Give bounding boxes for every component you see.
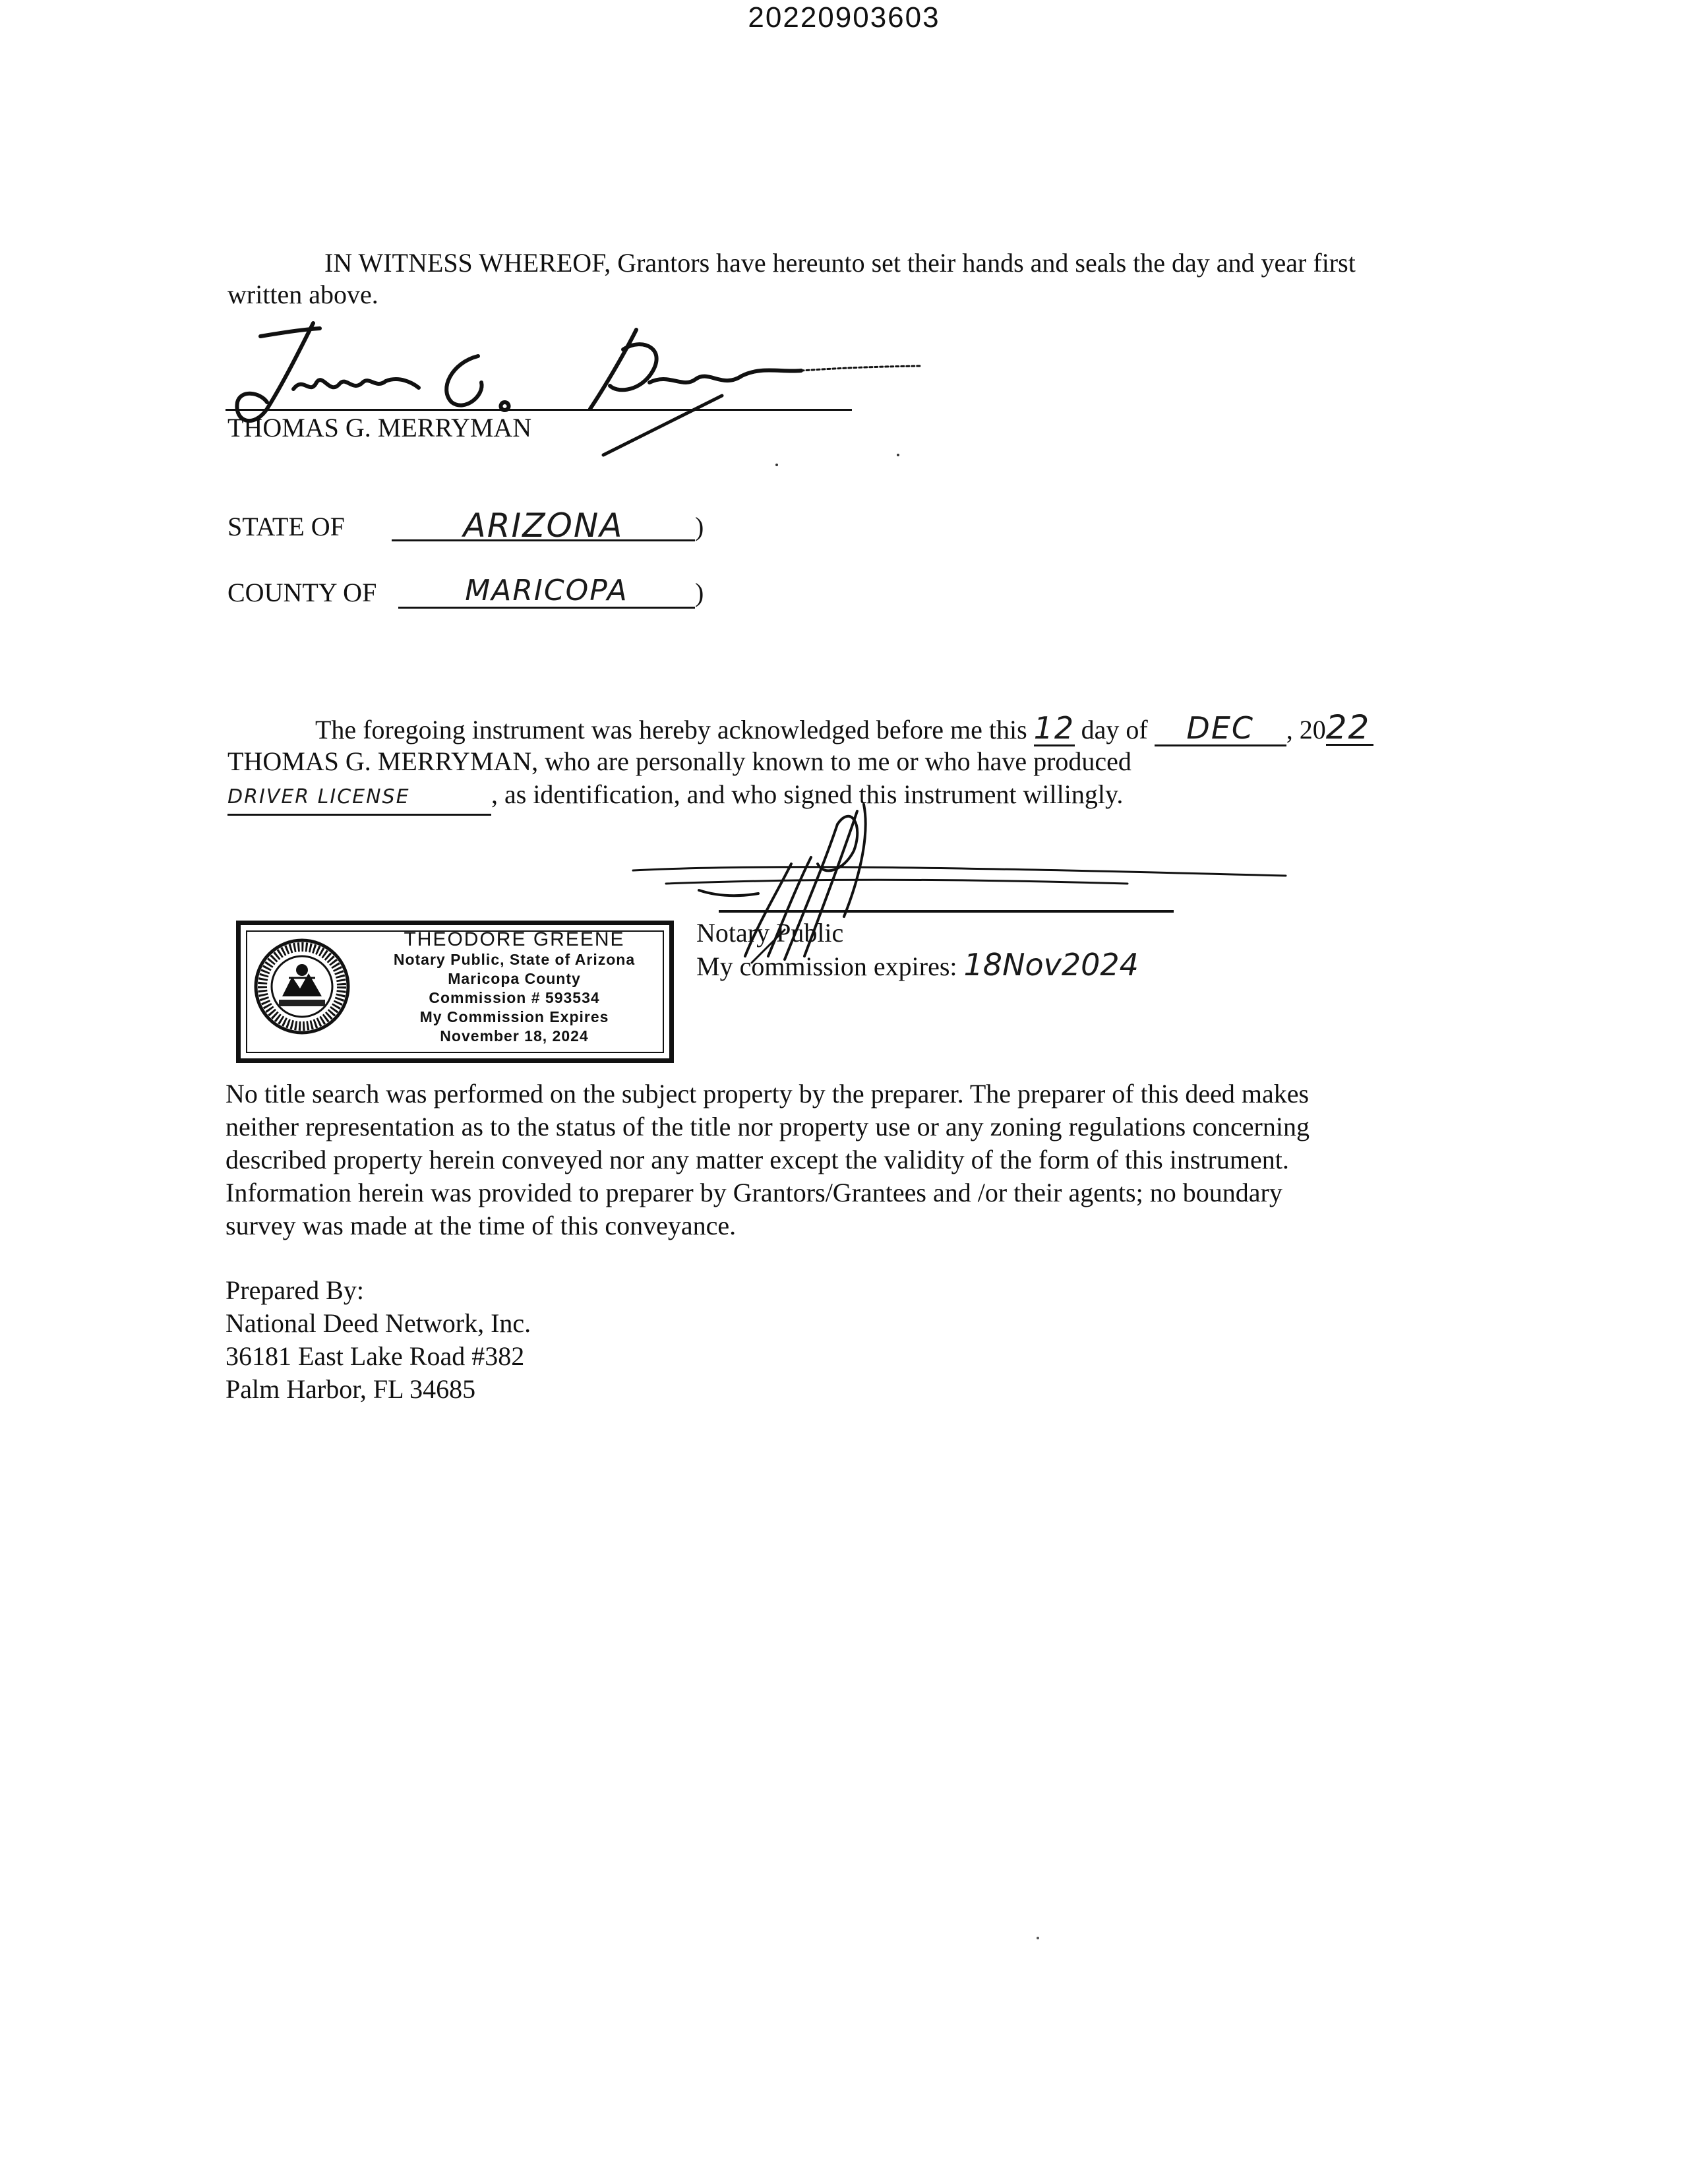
county-field: [398, 574, 695, 609]
notary-commission: [696, 948, 1139, 983]
prepared-by-address2: Palm Harbor, FL 34685: [226, 1374, 476, 1404]
scan-speck: [897, 454, 899, 456]
prepared-by-company: National Deed Network, Inc.: [226, 1308, 531, 1338]
stamp-expires-date: November 18, 2024: [440, 1027, 589, 1045]
disclaimer-line5: survey was made at the time of this conveyance.: [226, 1211, 737, 1240]
acknowledgment-line1: [315, 708, 1373, 746]
acknowledgment-text-b: day of: [1081, 715, 1148, 744]
grantor-name: THOMAS G. MERRYMAN: [227, 413, 532, 442]
state-field: [392, 506, 695, 545]
disclaimer-line2: neither representation as to the status of the title nor property use or any zoning regulations concerning: [226, 1112, 1310, 1141]
notary-stamp: [236, 921, 674, 1063]
witness-clause-line2: written above.: [227, 280, 378, 309]
acknowledgment-day: 12: [1033, 710, 1075, 746]
identification-value: DRIVER LICENSE: [227, 781, 491, 816]
notary-signature-line: [719, 910, 1174, 913]
stamp-title: Notary Public, State of Arizona: [393, 951, 636, 968]
arizona-seal-icon: [253, 937, 351, 1036]
commission-value: 18Nov2024: [963, 947, 1139, 983]
disclaimer-line3: described property herein conveyed nor any matter except the validity of the form of this instrument.: [226, 1145, 1289, 1174]
acknowledgment-line2: THOMAS G. MERRYMAN, who are personally known to me or who have produced: [227, 746, 1131, 776]
acknowledgment-text-c: , 20: [1286, 715, 1326, 744]
acknowledgment-month: DEC: [1155, 712, 1286, 746]
acknowledgment-text-a: The foregoing instrument was hereby acknowledged before me this: [315, 715, 1027, 744]
prepared-by-address1: 36181 East Lake Road #382: [226, 1341, 525, 1371]
state-label: STATE OF: [227, 512, 345, 541]
disclaimer-line4: Information herein was provided to preparer by Grantors/Grantees and /or their agents; no boundary: [226, 1178, 1282, 1207]
grantor-signature-line: [226, 409, 852, 411]
state-value: ARIZONA: [463, 506, 624, 545]
scan-speck: [775, 464, 778, 466]
scan-speck: [1037, 1937, 1039, 1939]
grantor-signature: [221, 310, 933, 468]
document-number: 20220903603: [748, 1, 940, 34]
notary-title: Notary Public: [696, 918, 844, 948]
disclaimer-line1: No title search was performed on the subject property by the preparer. The preparer of this deed makes: [226, 1079, 1310, 1108]
acknowledgment-text-d: , as identification, and who signed this instrument willingly.: [491, 779, 1124, 809]
stamp-expires-label: My Commission Expires: [419, 1008, 609, 1025]
prepared-by-label: Prepared By:: [226, 1275, 364, 1305]
county-label: COUNTY OF: [227, 578, 377, 607]
stamp-text: [366, 929, 663, 1046]
commission-label: My commission expires:: [696, 952, 957, 981]
stamp-commission-number: Commission # 593534: [429, 989, 600, 1006]
stamp-notary-name: THEODORE GREENE: [404, 928, 625, 950]
acknowledgment-year: 22: [1326, 711, 1373, 746]
county-close-paren: ): [695, 578, 704, 607]
state-close-paren: ): [695, 512, 704, 541]
county-value: MARICOPA: [465, 574, 628, 607]
witness-clause-line1: IN WITNESS WHEREOF, Grantors have hereunto set their hands and seals the day and year first: [324, 248, 1356, 278]
stamp-county: Maricopa County: [448, 970, 581, 987]
